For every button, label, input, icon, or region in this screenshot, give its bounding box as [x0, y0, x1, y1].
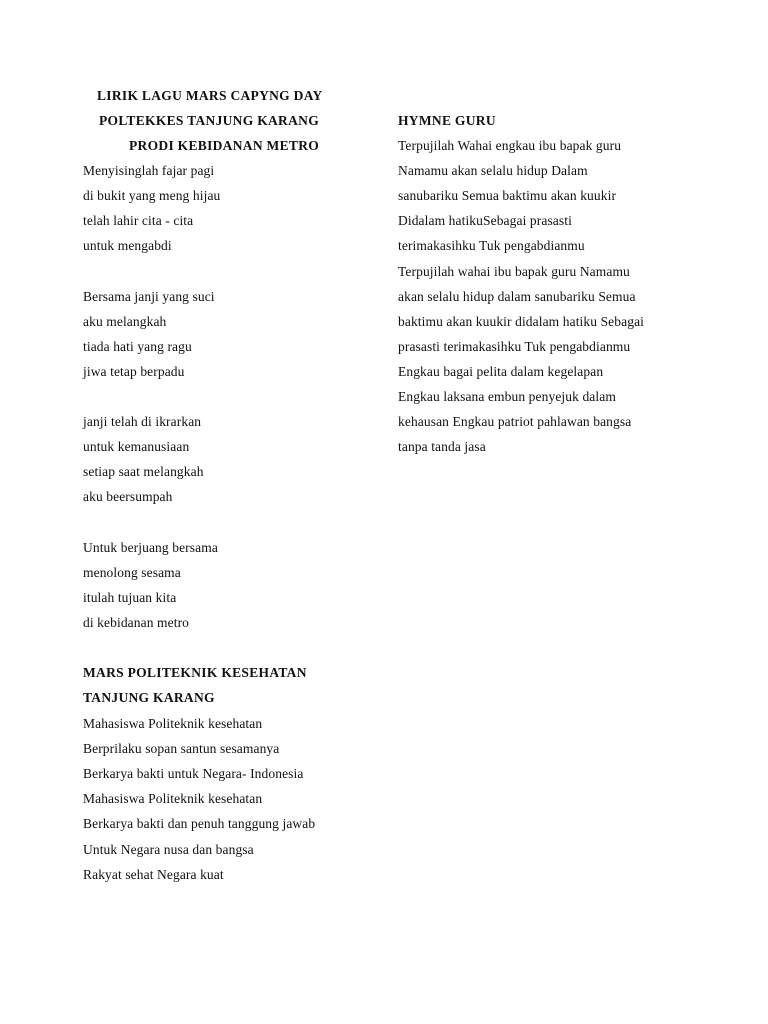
lyric-line: aku beersumpah: [83, 489, 173, 504]
lyric-line: untuk mengabdi: [83, 238, 172, 253]
lyric-line: setiap saat melangkah: [83, 464, 204, 479]
lyric-line: janji telah di ikrarkan: [83, 414, 202, 429]
lyric-line: menolong sesama: [83, 565, 181, 580]
hymne-line: terimakasihku Tuk pengabdianmu: [398, 238, 585, 253]
lyric-line: itulah tujuan kita: [83, 590, 177, 605]
lyric-line: Untuk berjuang bersama: [83, 540, 218, 555]
mars-lyric-line: Berkarya bakti untuk Negara- Indonesia: [83, 766, 304, 781]
hymne-line: Terpujilah Wahai engkau ibu bapak guru: [398, 138, 622, 153]
hymne-line: sanubariku Semua baktimu akan kuukir: [398, 188, 617, 203]
mars-title-line-2: TANJUNG KARANG: [83, 690, 215, 705]
mars-lyric-line: Untuk Negara nusa dan bangsa: [83, 842, 254, 857]
lyric-line: telah lahir cita - cita: [83, 213, 194, 228]
mars-lyric-line: Berkarya bakti dan penuh tanggung jawab: [83, 816, 316, 831]
song-title-line-3: PRODI KEBIDANAN METRO: [129, 138, 320, 153]
song-title-line-2: POLTEKKES TANJUNG KARANG: [99, 113, 319, 128]
lyric-line: di bukit yang meng hijau: [83, 188, 221, 203]
lyric-line: jiwa tetap berpadu: [83, 364, 185, 379]
mars-lyric-line: Berprilaku sopan santun sesamanya: [83, 741, 280, 756]
hymne-line: kehausan Engkau patriot pahlawan bangsa: [398, 414, 632, 429]
hymne-line: prasasti terimakasihku Tuk pengabdianmu: [398, 339, 631, 354]
lyric-line: Menyisinglah fajar pagi: [83, 163, 215, 178]
hymne-line: Didalam hatikuSebagai prasasti: [398, 213, 572, 228]
lyric-line: di kebidanan metro: [83, 615, 190, 630]
hymne-line: Engkau laksana embun penyejuk dalam: [398, 389, 616, 404]
hymne-line: Namamu akan selalu hidup Dalam: [398, 163, 588, 178]
lyric-line: Bersama janji yang suci: [83, 289, 215, 304]
lyric-line: tiada hati yang ragu: [83, 339, 192, 354]
hymne-line: baktimu akan kuukir didalam hatiku Sebagai: [398, 314, 645, 329]
mars-lyric-line: Rakyat sehat Negara kuat: [83, 867, 224, 882]
lyric-line: untuk kemanusiaan: [83, 439, 190, 454]
hymne-line: Terpujilah wahai ibu bapak guru Namamu: [398, 264, 630, 279]
lyric-line: aku melangkah: [83, 314, 167, 329]
hymne-line: tanpa tanda jasa: [398, 439, 486, 454]
mars-title-line-1: MARS POLITEKNIK KESEHATAN: [83, 665, 307, 680]
hymne-line: Engkau bagai pelita dalam kegelapan: [398, 364, 604, 379]
song-title-line-1: LIRIK LAGU MARS CAPYNG DAY: [97, 88, 323, 103]
hymne-title: HYMNE GURU: [398, 113, 496, 128]
mars-lyric-line: Mahasiswa Politeknik kesehatan: [83, 791, 263, 806]
mars-lyric-line: Mahasiswa Politeknik kesehatan: [83, 716, 263, 731]
hymne-line: akan selalu hidup dalam sanubariku Semua: [398, 289, 636, 304]
